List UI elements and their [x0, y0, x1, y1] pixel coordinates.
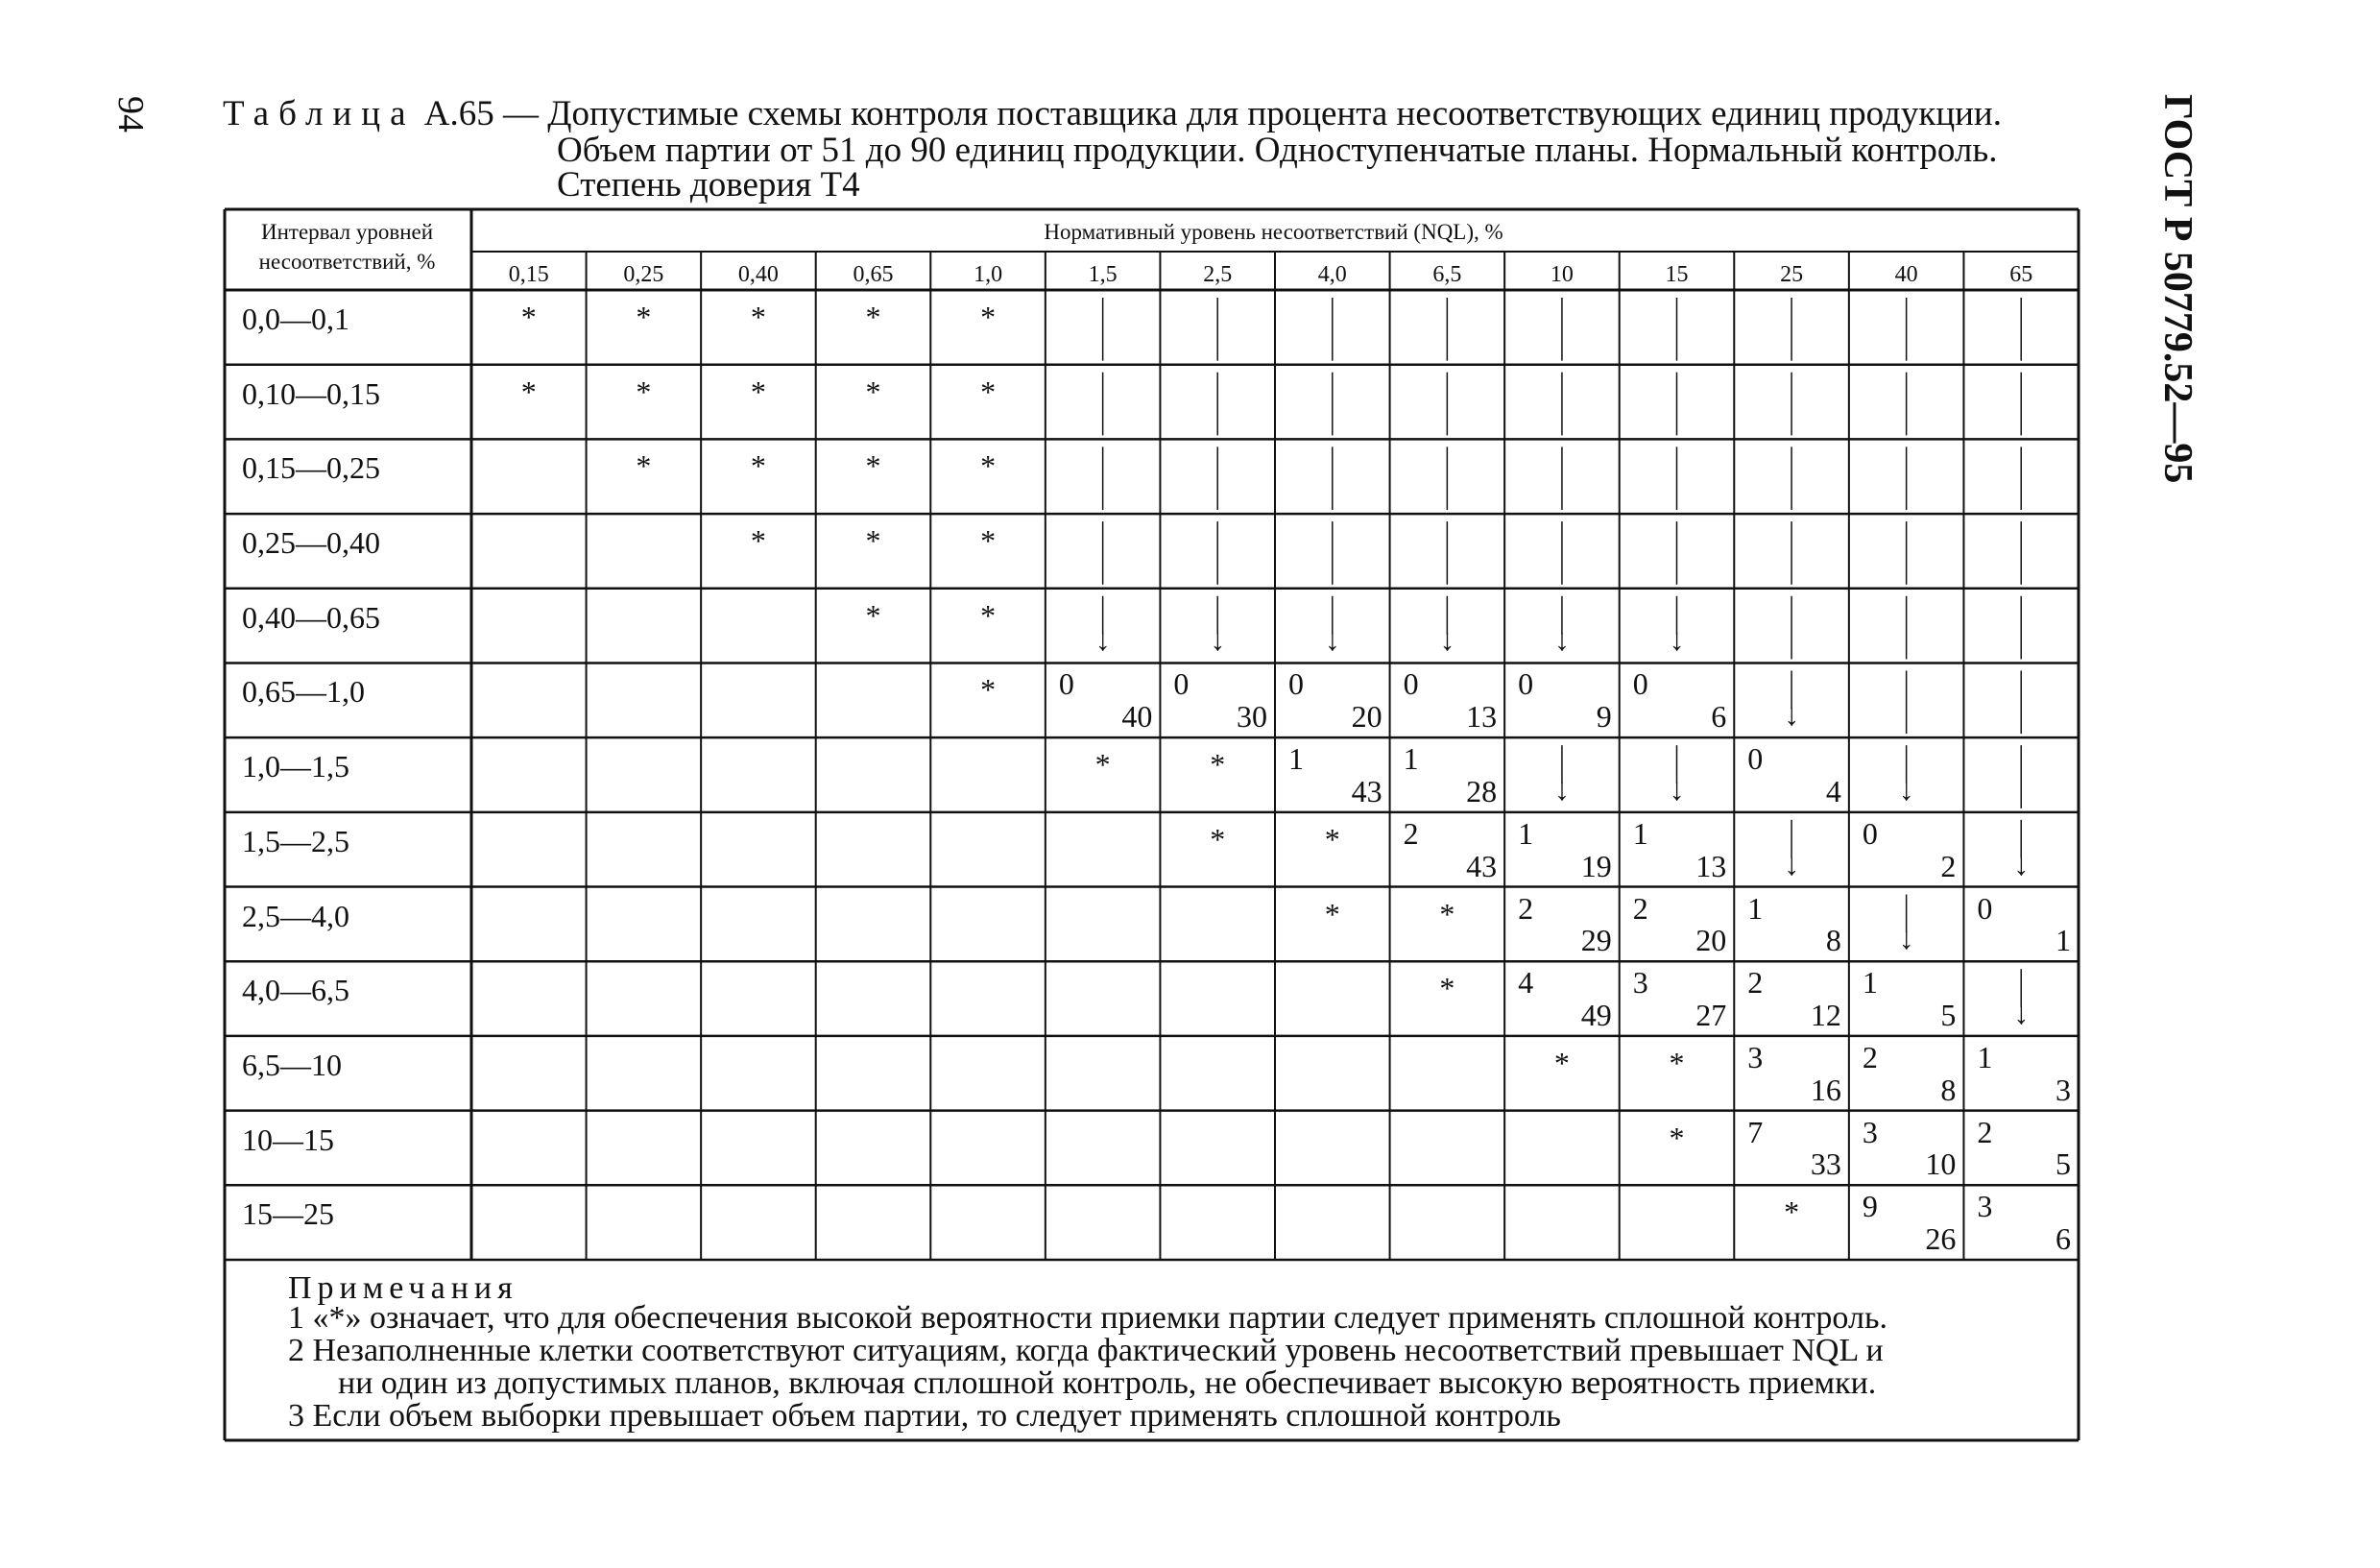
column-header-nql: 1,5: [1088, 262, 1118, 287]
down-arrow-icon: ↓: [1898, 921, 1914, 956]
column-header-nql: 15: [1665, 262, 1689, 287]
down-arrow-icon: ↓: [1669, 771, 1685, 807]
sample-size: 28: [1466, 773, 1498, 808]
acceptance-number: 2: [1403, 815, 1419, 851]
acceptance-number: 0: [1977, 890, 1993, 926]
acceptance-number: 0: [1173, 666, 1190, 702]
table-caption-line2: Объем партии от 51 до 90 единиц продукции. Одноступенчатые планы. Нормальный контроль.: [557, 131, 1998, 170]
acceptance-number: 3: [1747, 1039, 1764, 1074]
down-arrow-icon: ↓: [1784, 697, 1800, 733]
sample-size: 26: [1925, 1221, 1957, 1256]
not-applicable-asterisk: *: [1324, 821, 1340, 856]
note-3: 3 Если объем выборки превышает объем партии, то следует применять сплошной контроль: [288, 1398, 1561, 1434]
sample-size: 5: [1940, 997, 1957, 1032]
not-applicable-asterisk: *: [1210, 821, 1226, 856]
sample-size: 3: [2055, 1072, 2071, 1107]
acceptance-number: 3: [1862, 1114, 1878, 1149]
acceptance-number: 1: [1977, 1039, 1993, 1074]
not-applicable-asterisk: *: [636, 374, 652, 409]
acceptance-number: 0: [1518, 666, 1534, 702]
acceptance-number: 1: [1518, 815, 1534, 851]
acceptance-number: 3: [1632, 965, 1648, 1001]
column-header-nql: 25: [1780, 262, 1804, 287]
not-applicable-asterisk: *: [980, 374, 997, 409]
acceptance-number: 1: [1747, 890, 1764, 926]
column-header-nql: 0,25: [623, 262, 664, 287]
sample-size: 20: [1351, 699, 1382, 735]
acceptance-number: 9: [1862, 1189, 1878, 1224]
sample-size: 8: [1940, 1072, 1957, 1107]
down-arrow-icon: ↓: [1553, 771, 1570, 807]
not-applicable-asterisk: *: [865, 374, 881, 409]
not-applicable-asterisk: *: [980, 300, 997, 334]
down-arrow-icon: ↓: [1784, 846, 1800, 881]
not-applicable-asterisk: *: [1439, 896, 1455, 931]
col-group-header: Нормативный уровень несоответствий (NQL), %: [1044, 220, 1503, 244]
sample-size: 19: [1580, 848, 1612, 883]
acceptance-number: 2: [1518, 890, 1534, 926]
acceptance-number: 0: [1862, 815, 1878, 851]
note-2-continued: ни один из допустимых планов, включая сплошной контроль, не обеспечивает высокую вероятность приемки.: [338, 1365, 1877, 1401]
sample-size: 27: [1695, 997, 1727, 1032]
not-applicable-asterisk: *: [1669, 1045, 1685, 1080]
not-applicable-asterisk: *: [1324, 896, 1340, 931]
not-applicable-asterisk: *: [636, 300, 652, 334]
down-arrow-icon: ↓: [1324, 622, 1340, 658]
row-interval-label: 0,15—0,25: [242, 450, 380, 486]
column-header-nql: 2,5: [1203, 262, 1233, 287]
down-arrow-icon: ↓: [2013, 995, 2030, 1030]
sample-size: 30: [1236, 699, 1267, 735]
acceptance-number: 0: [1058, 666, 1074, 702]
not-applicable-asterisk: *: [750, 523, 766, 559]
row-interval-label: 0,25—0,40: [242, 525, 380, 561]
acceptance-number: 2: [1747, 965, 1764, 1001]
not-applicable-asterisk: *: [865, 523, 881, 559]
acceptance-number: 2: [1632, 890, 1648, 926]
not-applicable-asterisk: *: [1784, 1194, 1800, 1230]
not-applicable-asterisk: *: [980, 672, 997, 708]
caption-label: Таблица: [223, 94, 416, 133]
not-applicable-asterisk: *: [1439, 971, 1455, 1006]
acceptance-number: 1: [1862, 965, 1878, 1001]
sample-size: 16: [1810, 1072, 1841, 1107]
acceptance-number: 0: [1403, 666, 1419, 702]
sample-size: 29: [1580, 923, 1612, 958]
row-interval-label: 6,5—10: [242, 1047, 342, 1082]
not-applicable-asterisk: *: [865, 300, 881, 334]
row-header-line2: несоответствий, %: [258, 250, 436, 275]
acceptance-number: 0: [1747, 741, 1764, 777]
not-applicable-asterisk: *: [750, 374, 766, 409]
not-applicable-asterisk: *: [980, 523, 997, 559]
column-header-nql: 6,5: [1432, 262, 1462, 287]
sample-size: 12: [1810, 997, 1841, 1032]
sample-size: 10: [1925, 1146, 1957, 1182]
not-applicable-asterisk: *: [865, 597, 881, 633]
row-interval-label: 4,0—6,5: [242, 973, 349, 1008]
table-caption-line3: Степень доверия Т4: [557, 165, 860, 205]
column-header-nql: 0,65: [853, 262, 894, 287]
down-arrow-icon: ↓: [1210, 622, 1226, 658]
caption-text-1: — Допустимые схемы контроля поставщика для процента несоответствующих единиц продукции.: [502, 94, 2002, 133]
not-applicable-asterisk: *: [520, 300, 537, 334]
sample-size: 9: [1596, 699, 1612, 735]
acceptance-number: 0: [1288, 666, 1304, 702]
acceptance-number: 2: [1862, 1039, 1878, 1074]
not-applicable-asterisk: *: [980, 597, 997, 633]
sample-size: 6: [1711, 699, 1727, 735]
sample-size: 6: [2055, 1221, 2071, 1256]
acceptance-number: 0: [1632, 666, 1648, 702]
column-header-nql: 40: [1894, 262, 1918, 287]
row-interval-label: 15—25: [242, 1196, 334, 1232]
sample-size: 2: [1940, 848, 1957, 883]
page-number: 94: [110, 96, 151, 133]
acceptance-number: 2: [1977, 1114, 1993, 1149]
column-header-nql: 0,15: [508, 262, 549, 287]
caption-number: А.65: [423, 94, 494, 133]
column-header-nql: 1,0: [974, 262, 1003, 287]
acceptance-number: 4: [1518, 965, 1534, 1001]
sample-size: 43: [1466, 848, 1498, 883]
note-2: 2 Незаполненные клетки соответствуют ситуациям, когда фактический уровень несоответствий превышает NQL и: [288, 1333, 1884, 1368]
row-interval-label: 1,5—2,5: [242, 823, 349, 858]
sample-size: 8: [1825, 923, 1841, 958]
not-applicable-asterisk: *: [636, 448, 652, 484]
not-applicable-asterisk: *: [1094, 747, 1111, 783]
not-applicable-asterisk: *: [520, 374, 537, 409]
row-interval-label: 1,0—1,5: [242, 749, 349, 784]
down-arrow-icon: ↓: [1898, 771, 1914, 807]
column-header-nql: 10: [1550, 262, 1574, 287]
down-arrow-icon: ↓: [1669, 622, 1685, 658]
acceptance-number: 3: [1977, 1189, 1993, 1224]
row-interval-label: 0,0—0,1: [242, 302, 349, 336]
not-applicable-asterisk: *: [865, 448, 881, 484]
sample-size: 13: [1466, 699, 1498, 735]
sample-size: 40: [1121, 699, 1153, 735]
not-applicable-asterisk: *: [1210, 747, 1226, 783]
down-arrow-icon: ↓: [1553, 622, 1570, 658]
sample-size: 49: [1580, 997, 1612, 1032]
sample-size: 33: [1810, 1146, 1841, 1182]
column-header-nql: 0,40: [737, 262, 779, 287]
sample-size: 5: [2055, 1146, 2071, 1182]
sample-size: 43: [1351, 773, 1382, 808]
acceptance-number: 1: [1632, 815, 1648, 851]
sample-size: 4: [1825, 773, 1841, 808]
acceptance-number: 7: [1747, 1114, 1764, 1149]
sample-size: 20: [1695, 923, 1727, 958]
down-arrow-icon: ↓: [1439, 622, 1455, 658]
row-interval-label: 0,40—0,65: [242, 599, 380, 635]
standard-designation: ГОСТ Р 50779.52—95: [2155, 94, 2200, 484]
row-header-line1: Интервал уровней: [260, 220, 434, 244]
row-interval-label: 0,65—1,0: [242, 674, 365, 710]
note-1: 1 «*» означает, что для обеспечения высокой вероятности приемки партии следует применять сплошной контроль.: [288, 1300, 1887, 1336]
row-interval-label: 10—15: [242, 1122, 334, 1157]
row-interval-label: 2,5—4,0: [242, 898, 349, 933]
acceptance-number: 1: [1403, 741, 1419, 777]
down-arrow-icon: ↓: [2013, 846, 2030, 881]
sample-size: 1: [2055, 923, 2071, 958]
not-applicable-asterisk: *: [1553, 1045, 1570, 1080]
column-header-nql: 65: [2009, 262, 2033, 287]
not-applicable-asterisk: *: [980, 448, 997, 484]
sample-size: 13: [1695, 848, 1727, 883]
notes-title: Примечания: [288, 1270, 518, 1306]
acceptance-number: 1: [1288, 741, 1304, 777]
not-applicable-asterisk: *: [1669, 1120, 1685, 1155]
down-arrow-icon: ↓: [1094, 622, 1111, 658]
row-header: [225, 217, 469, 277]
not-applicable-asterisk: *: [750, 448, 766, 484]
not-applicable-asterisk: *: [750, 300, 766, 334]
column-header-nql: 4,0: [1317, 262, 1347, 287]
row-interval-label: 0,10—0,15: [242, 375, 380, 411]
